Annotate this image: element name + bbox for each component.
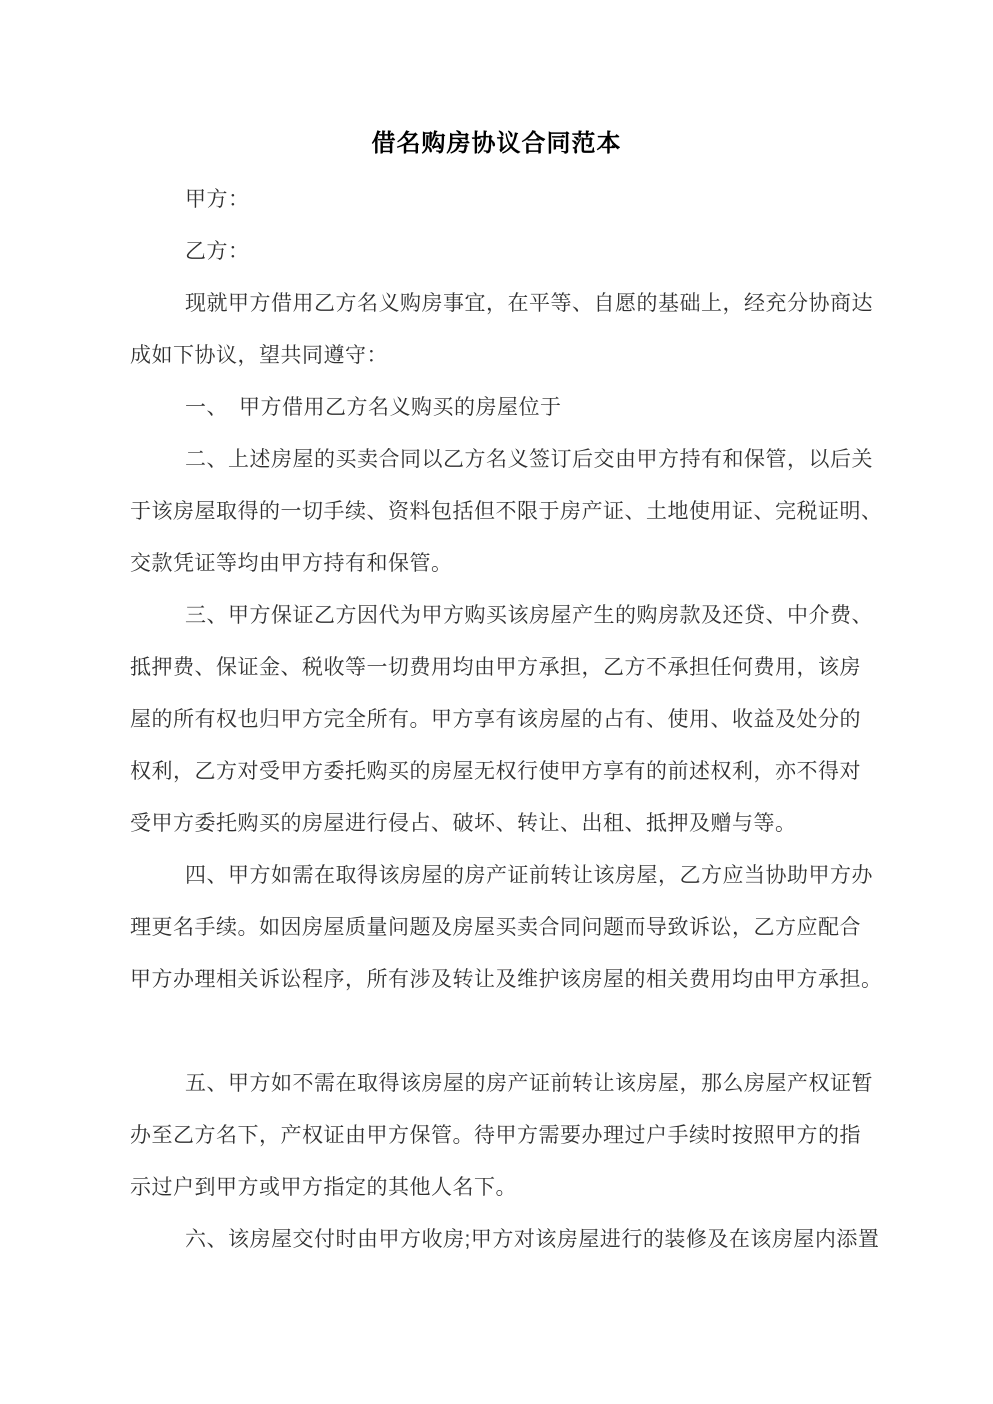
- clause-2-line-2: 于该房屋取得的一切手续、资料包括但不限于房产证、土地使用证、完税证明、: [130, 500, 883, 523]
- clause-4-line-1: 四、甲方如需在取得该房屋的房产证前转让该房屋，乙方应当协助甲方办: [185, 864, 873, 887]
- clause-5-line-3: 示过户到甲方或甲方指定的其他人名下。: [130, 1176, 517, 1199]
- preamble-line-2: 成如下协议，望共同遵守：: [130, 344, 388, 367]
- clause-4-line-2: 理更名手续。如因房屋质量问题及房屋买卖合同问题而导致诉讼，乙方应配合: [130, 916, 861, 939]
- clause-3-line-3: 屋的所有权也归甲方完全所有。甲方享有该房屋的占有、使用、收益及处分的: [130, 708, 861, 731]
- clause-3-line-1: 三、甲方保证乙方因代为甲方购买该房屋产生的购房款及还贷、中介费、: [185, 604, 873, 627]
- party-a-label: 甲方：: [185, 188, 250, 211]
- clause-5-line-2: 办至乙方名下，产权证由甲方保管。待甲方需要办理过户手续时按照甲方的指: [130, 1124, 861, 1147]
- clause-2-line-3: 交款凭证等均由甲方持有和保管。: [130, 552, 453, 575]
- clause-6-line-1: 六、该房屋交付时由甲方收房;甲方对该房屋进行的装修及在该房屋内添置: [185, 1228, 880, 1251]
- document-title: 借名购房协议合同范本: [371, 130, 622, 157]
- clause-5-line-1: 五、甲方如不需在取得该房屋的房产证前转让该房屋，那么房屋产权证暂: [185, 1072, 873, 1095]
- party-b-label: 乙方：: [185, 240, 250, 263]
- preamble-line-1: 现就甲方借用乙方名义购房事宜，在平等、自愿的基础上，经充分协商达: [185, 292, 873, 315]
- clause-3-line-2: 抵押费、保证金、税收等一切费用均由甲方承担，乙方不承担任何费用，该房: [130, 656, 861, 679]
- document-content: [130, 0, 883, 1266]
- clause-4-line-3: 甲方办理相关诉讼程序，所有涉及转让及维护该房屋的相关费用均由甲方承担。: [130, 968, 883, 991]
- clause-3-line-4: 权利，乙方对受甲方委托购买的房屋无权行使甲方享有的前述权利，亦不得对: [130, 760, 861, 783]
- clause-1-line-1: 一、 甲方借用乙方名义购买的房屋位于: [185, 396, 562, 419]
- clause-2-line-1: 二、上述房屋的买卖合同以乙方名义签订后交由甲方持有和保管，以后关: [185, 448, 873, 471]
- clause-3-line-5: 受甲方委托购买的房屋进行侵占、破坏、转让、出租、抵押及赠与等。: [130, 812, 797, 835]
